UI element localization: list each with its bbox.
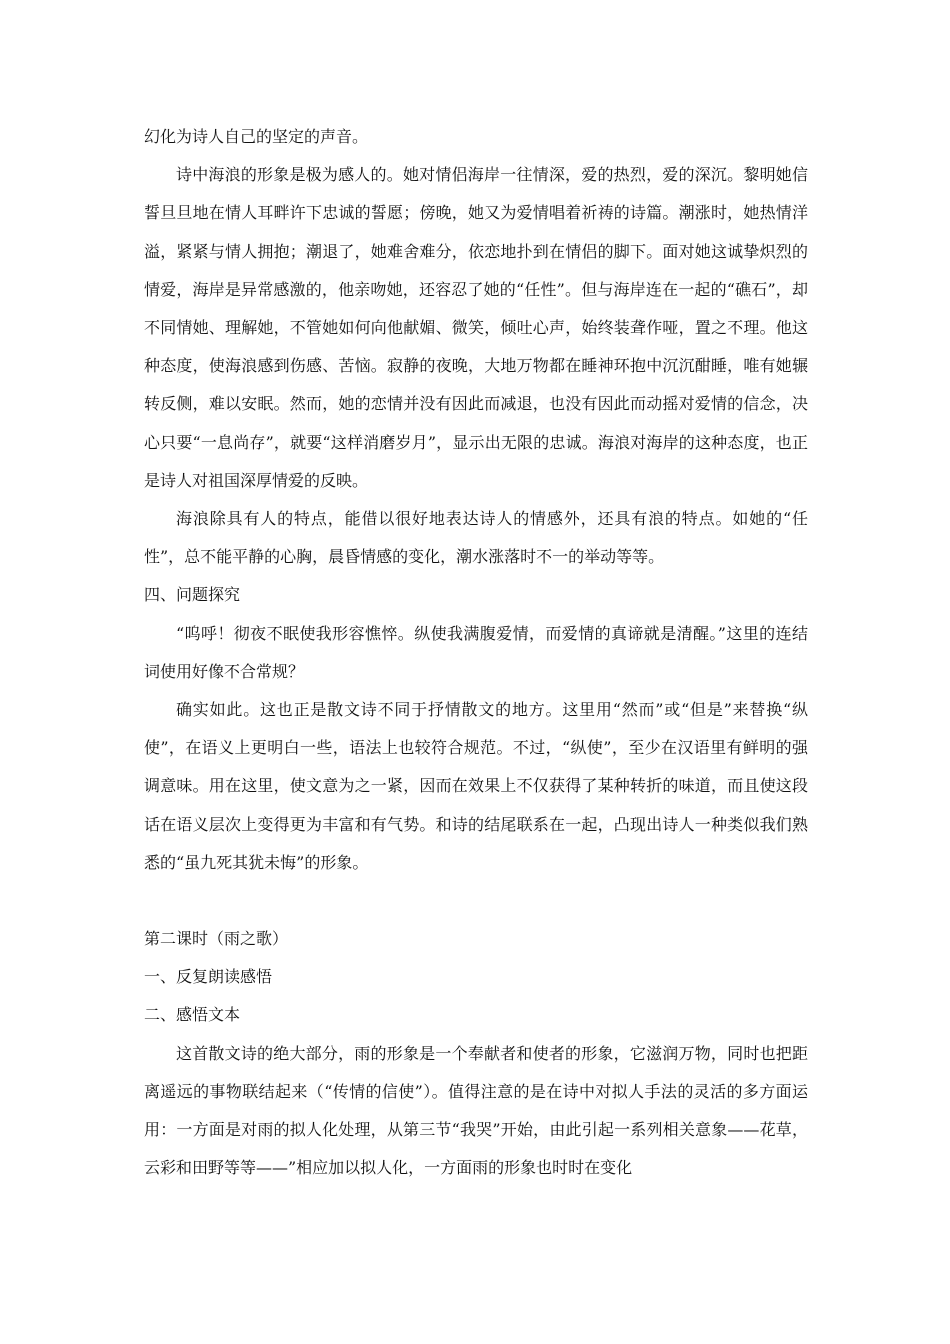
paragraph-continuation: 幻化为诗人自己的坚定的声音。 bbox=[144, 127, 369, 146]
section-spacer bbox=[144, 882, 808, 920]
paragraph-rain: 这首散文诗的绝大部分，雨的形象是一个奉献者和使者的形象，它滋润万物，同时也把距离遥远的事物联结起来（“传情的信使”）。值得注意的是在诗中对拟人手法的灵活的多方面运用：一方面是对雨的拟人化处理，从第三节“我哭”开始，由此引起一系列相关意象——花草，云彩和田野等等——”相应加以拟人化，一方面雨的形象也时时在变化 bbox=[144, 1043, 808, 1178]
section-heading-inquiry: 四、问题探究 bbox=[144, 585, 241, 605]
paragraph-wave-image: 诗中海浪的形象是极为感人的。她对情侣海岸一往情深，爱的热烈，爱的深沉。黎明她信誓旦旦地在情人耳畔许下忠诚的誓愿；傍晚，她又为爱情唱着祈祷的诗篇。潮涨时，她热情洋溢，紧紧与情人拥抱；潮退了，她难舍难分，依恋地扑到在情侣的脚下。面对她这诚挚炽烈的情爱，海岸是异常感激的，他亲吻她，还容忍了她的“任性”。但与海岸连在一起的“礁石”，却不同情她、理解她，不管她如何向他献媚、微笑，倾吐心声，始终装聋作哑，置之不理。他这种态度，使海浪感到伤感、苦恼。寂静的夜晚，大地万物都在睡神环抱中沉沉酣睡，唯有她辗转反侧，难以安眠。然而，她的恋情并没有因此而减退，也没有因此而动摇对爱情的信念，决心只要“一息尚存”，就要“这样消磨岁月”，显示出无限的忠诚。海浪对海岸的这种态度，也正是诗人对祖国深厚情爱的反映。 bbox=[144, 165, 808, 490]
lesson-title: 第二课时（雨之歌） bbox=[144, 929, 289, 949]
step-heading-reading: 一、反复朗读感悟 bbox=[144, 967, 273, 987]
document-body bbox=[144, 118, 808, 1187]
paragraph-wave-traits: 海浪除具有人的特点，能借以很好地表达诗人的情感外，还具有浪的特点。如她的“任性”，总不能平静的心胸，晨昏情感的变化，潮水涨落时不一的举动等等。 bbox=[144, 509, 808, 567]
paragraph-answer: 确实如此。这也正是散文诗不同于抒情散文的地方。这里用“然而”或“但是”来替换“纵使”，在语义上更明白一些，语法上也较符合规范。不过，“纵使”，至少在汉语里有鲜明的强调意味。用在这里，使文意为之一紧，因而在效果上不仅获得了某种转折的味道，而且使这段话在语义层次上变得更为丰富和有气势。和诗的结尾联系在一起，凸现出诗人一种类似我们熟悉的“虽九死其犹未悔”的形象。 bbox=[144, 700, 808, 872]
step-heading-text: 二、感悟文本 bbox=[144, 1005, 241, 1025]
paragraph-question: “呜呼！彻夜不眠使我形容憔悴。纵使我满腹爱情，而爱情的真谛就是清醒。”这里的连结词使用好像不合常规？ bbox=[144, 623, 808, 681]
